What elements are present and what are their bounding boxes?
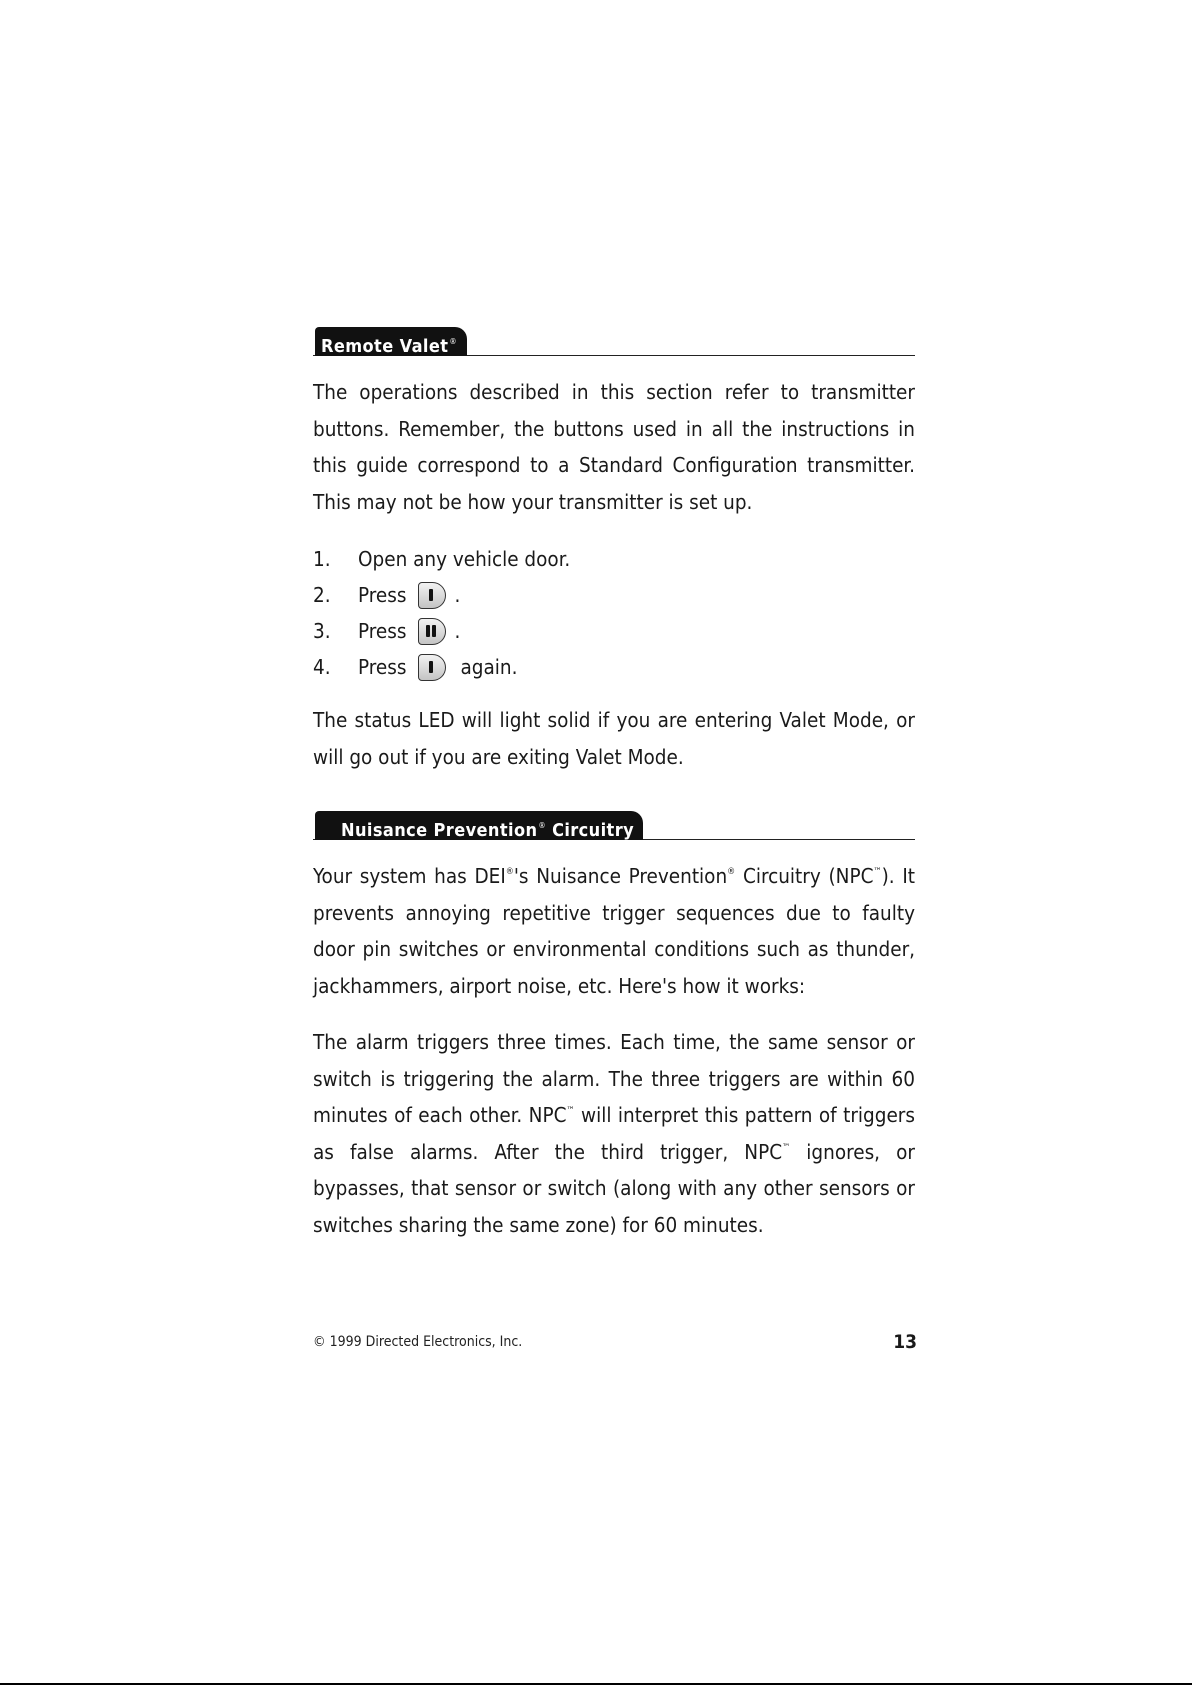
section-tab	[315, 327, 467, 356]
list-item	[313, 613, 915, 649]
list-item	[313, 541, 915, 577]
transmitter-button-ii-icon	[418, 618, 446, 645]
step-text: Press	[358, 583, 407, 607]
section-tab	[315, 811, 643, 840]
registered-mark: ®	[538, 821, 547, 830]
copyright-notice: © 1999 Directed Electronics, Inc.	[313, 1334, 523, 1350]
text-run: The alarm triggers three times. Each time, the same sensor or switch is triggering the alarm. The three triggers are within 60 minutes of each other. NPC	[313, 1030, 915, 1127]
section-title: Remote Valet	[321, 336, 449, 357]
intro-paragraph: The operations described in this section refer to transmitter buttons. Remember, the buttons used in all the instructions in this guide correspond to a Standard Configuration transmitter. This may not be how your transmitter is set up.	[313, 380, 915, 514]
trademark-mark: ™	[782, 1142, 791, 1153]
npc-details-paragraph	[313, 1024, 915, 1243]
step-number: 4.	[313, 655, 331, 679]
transmitter-button-i-icon	[418, 582, 446, 609]
step-suffix: .	[454, 619, 461, 643]
section-header-remote-valet	[313, 326, 915, 356]
section-header-npc	[313, 810, 915, 840]
text-run: ignores, or bypasses, that sensor or switch (along with any other sensors or switches sharing the same zone) for 60 minutes.	[313, 1139, 915, 1237]
step-text: Press	[358, 619, 407, 643]
text-run: ). It prevents annoying repetitive trigger sequences due to faulty door pin switches or environmental conditions such as thunder, jackhammers, airport noise, etc. Here's how it works:	[313, 864, 915, 998]
status-led-paragraph: The status LED will light solid if you are entering Valet Mode, or will go out if you are exiting Valet Mode.	[313, 708, 915, 769]
step-suffix: again.	[460, 655, 518, 679]
step-number: 1.	[313, 547, 331, 571]
step-suffix: .	[454, 583, 461, 607]
step-text: Open any vehicle door.	[358, 547, 571, 571]
text-run: 's Nuisance Prevention	[513, 864, 728, 888]
registered-mark: ®	[449, 337, 457, 346]
npc-intro-paragraph	[313, 858, 915, 1004]
list-item	[313, 577, 915, 613]
section-title: Nuisance Prevention	[341, 820, 538, 841]
trademark-mark: ™	[873, 867, 882, 877]
page-number: 13	[893, 1331, 917, 1353]
text-run: Circuitry (NPC	[735, 864, 874, 888]
registered-mark: ®	[727, 867, 736, 877]
transmitter-button-i-icon	[418, 654, 446, 681]
step-number: 3.	[313, 619, 331, 643]
trademark-mark: ™	[566, 1106, 575, 1116]
text-run: will interpret this pattern of triggers as false alarms. After the third trigger, NPC	[313, 1103, 915, 1164]
valet-steps-list	[313, 541, 915, 685]
step-number: 2.	[313, 583, 331, 607]
registered-mark: ®	[505, 867, 514, 877]
step-text: Press	[358, 655, 407, 679]
section-title-suffix: Circuitry	[546, 820, 635, 841]
text-run: Your system has DEI	[313, 864, 506, 888]
list-item	[313, 649, 915, 685]
